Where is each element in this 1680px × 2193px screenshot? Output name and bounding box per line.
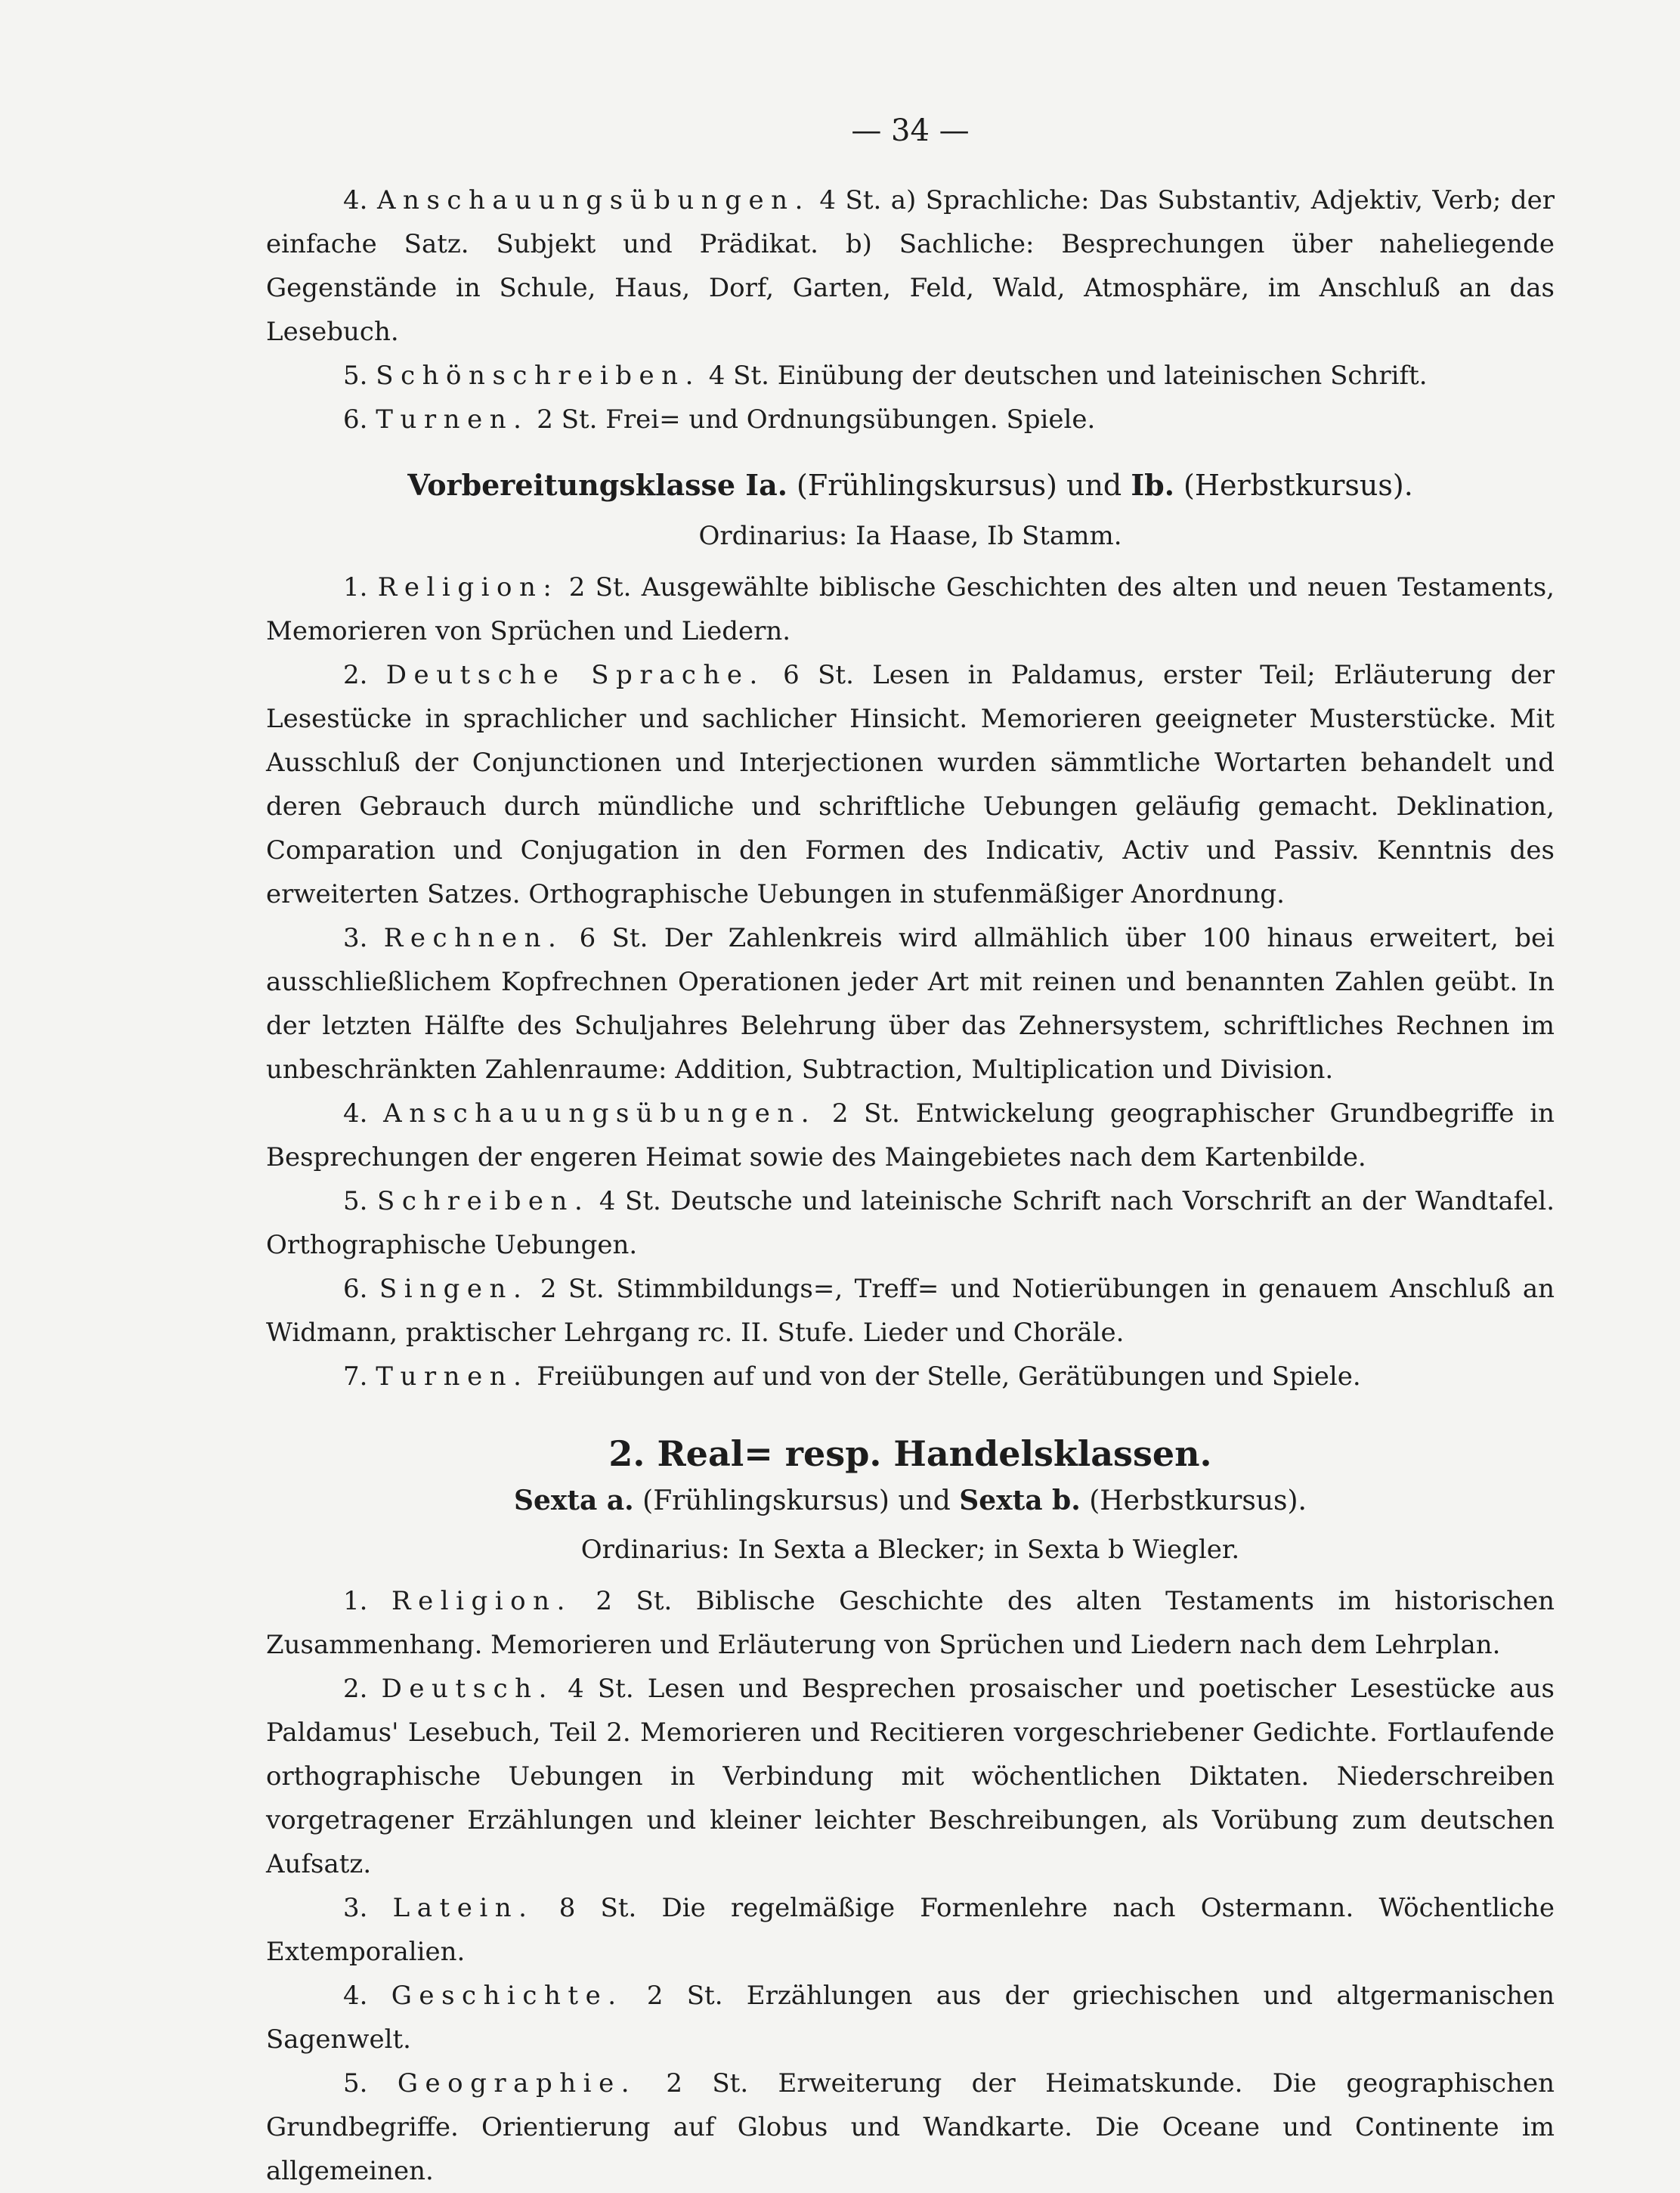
- item-title: Singen.: [379, 1274, 529, 1304]
- curriculum-item: 4. Anschauungsübungen. 2 St. Entwickelung geographischer Grundbegriffe in Besprechungen der engeren Heimat sowie des Maingebietes nach dem Kartenbilde.: [266, 1098, 1555, 1172]
- curriculum-item: 2. Deutsche Sprache. 6 St. Lesen in Paldamus, erster Teil; Erläuterung der Lesestücke in sprachlicher und sachlicher Hinsicht. Memorieren geeigneter Musterstücke. Mit Ausschluß der Conjunctionen und Interjectionen wurden sämmtliche Wortarten behandelt und deren Gebrauch durch mündliche und schriftliche Uebungen geläufig gemacht. Deklination, Comparation und Conjugation in den Formen des Indicativ, Activ und Passiv. Kenntnis des erweiterten Satzes. Orthographische Uebungen in stufenmäßiger Anordnung.: [266, 660, 1555, 909]
- item-text: 2 St. Stimmbildungs=, Treff= und Notierübungen in genauem Anschluß an Widmann, praktischer Lehrgang rc. II. Stufe. Lieder und Choräle.: [266, 1274, 1555, 1348]
- item-title: Religion:: [377, 572, 559, 602]
- vorbereitungsklasse-items: [266, 565, 1555, 1399]
- item-title: Latein.: [392, 1893, 534, 1923]
- page-content: [266, 113, 1555, 2193]
- item-text: 6 St. Lesen in Paldamus, erster Teil; Erläuterung der Lesestücke in sprachlicher und sachlicher Hinsicht. Memorieren geeigneter Musterstücke. Mit Ausschluß der Conjunctionen und Interjectionen wurden sämmtliche Wortarten behandelt und deren Gebrauch durch mündliche und schriftliche Uebungen geläufig gemacht. Deklination, Comparation und Conjugation in den Formen des Indicativ, Activ und Passiv. Kenntnis des erweiterten Satzes. Orthographische Uebungen in stufenmäßiger Anordnung.: [266, 660, 1555, 909]
- item-title: Turnen.: [376, 404, 529, 435]
- curriculum-item: 5. Geographie. 2 St. Erweiterung der Heimatskunde. Die geographischen Grundbegriffe. Orientierung auf Globus und Wandkarte. Die Oceane und Continente im allgemeinen.: [266, 2068, 1555, 2186]
- item-title: Geographie.: [397, 2068, 637, 2099]
- curriculum-item: 3. Rechnen. 6 St. Der Zahlenkreis wird allmählich über 100 hinaus erweitert, bei ausschließlichem Kopfrechnen Operationen jeder Art mit reinen und benannten Zahlen geübt. In der letzten Hälfte des Schuljahres Belehrung über das Zehnersystem, schriftliches Rechnen im unbeschränkten Zahlenraume: Addition, Subtraction, Multiplication und Division.: [266, 923, 1555, 1085]
- intro-item: 6. Turnen. 2 St. Frei= und Ordnungsübungen. Spiele.: [343, 404, 1096, 435]
- curriculum-item: 1. Religion. 2 St. Biblische Geschichte des alten Testaments im historischen Zusammenhang. Memorieren und Erläuterung von Sprüchen und Liedern nach dem Lehrplan.: [266, 1586, 1555, 1660]
- item-title: Anschauungsübungen.: [383, 1098, 817, 1129]
- item-title: Turnen.: [376, 1361, 529, 1392]
- item-title: Religion.: [391, 1586, 572, 1616]
- item-text: 2 St. Entwickelung geographischer Grundbegriffe in Besprechungen der engeren Heimat sowie des Maingebietes nach dem Kartenbilde.: [266, 1098, 1555, 1172]
- item-text: 8 St. Die regelmäßige Formenlehre nach Ostermann. Wöchentliche Extemporalien.: [266, 1893, 1555, 1967]
- page-number: — 34 —: [851, 113, 970, 148]
- item-text: 2 St. Biblische Geschichte des alten Testaments im historischen Zusammenhang. Memorieren und Erläuterung von Sprüchen und Liedern nach dem Lehrplan.: [266, 1586, 1555, 1660]
- item-text: 4 St. Lesen und Besprechen prosaischer und poetischer Lesestücke aus Paldamus' Lesebuch, Teil 2. Memorieren und Recitieren vorgeschriebener Gedichte. Fortlaufende orthographische Uebungen in Verbindung mit wöchentlichen Diktaten. Niederschreiben vorgetragener Erzählungen und kleiner leichter Beschreibungen, als Vorübung zum deutschen Aufsatz.: [266, 1674, 1555, 1879]
- section-title: 2. Real= resp. Handelsklassen.: [608, 1433, 1212, 1474]
- item-text: 2 St. Erzählungen aus der griechischen und altgermanischen Sagenwelt.: [266, 1981, 1555, 2055]
- curriculum-item: 3. Latein. 8 St. Die regelmäßige Formenlehre nach Ostermann. Wöchentliche Extemporalien.: [266, 1893, 1555, 1967]
- sexta-heading: Sexta a. (Frühlingskursus) und Sexta b. (Herbstkursus).: [513, 1485, 1307, 1516]
- intro-item: 5. Schönschreiben. 4 St. Einübung der deutschen und lateinischen Schrift.: [343, 361, 1428, 391]
- item-text: 2 St. Frei= und Ordnungsübungen. Spiele.: [537, 404, 1096, 435]
- vorbereitungsklasse-ordinarius: Ordinarius: Ia Haase, Ib Stamm.: [698, 521, 1122, 551]
- vorbereitungsklasse-heading: Vorbereitungsklasse Ia. (Frühlingskursus) und Ib. (Herbstkursus).: [407, 468, 1413, 502]
- curriculum-item: 6. Singen. 2 St. Stimmbildungs=, Treff= und Notierübungen in genauem Anschluß an Widmann, praktischer Lehrgang rc. II. Stufe. Lieder und Choräle.: [266, 1274, 1555, 1348]
- item-text: 6 St. Der Zahlenkreis wird allmählich über 100 hinaus erweitert, bei ausschließlichem Kopfrechnen Operationen jeder Art mit reinen und benannten Zahlen geübt. In der letzten Hälfte des Schuljahres Belehrung über das Zehnersystem, schriftliches Rechnen im unbeschränkten Zahlenraume: Addition, Subtraction, Multiplication und Division.: [266, 923, 1555, 1085]
- item-text: 2 St. Erweiterung der Heimatskunde. Die geographischen Grundbegriffe. Orientierung auf Globus und Wandkarte. Die Oceane und Continente im allgemeinen.: [266, 2068, 1555, 2186]
- intro-section: [266, 178, 1555, 441]
- item-title: Schönschreiben.: [376, 361, 701, 391]
- item-title: Schreiben.: [377, 1186, 590, 1216]
- item-title: Geschichte.: [391, 1981, 623, 2011]
- item-text: 4 St. Deutsche und lateinische Schrift nach Vorschrift an der Wandtafel. Orthographische Uebungen.: [266, 1186, 1555, 1260]
- item-title: Deutsche Sprache.: [385, 660, 765, 690]
- item-title: Rechnen.: [383, 923, 564, 953]
- item-text: Freiübungen auf und von der Stelle, Gerätübungen und Spiele.: [537, 1361, 1361, 1392]
- sexta-ordinarius: Ordinarius: In Sexta a Blecker; in Sexta b Wiegler.: [580, 1535, 1240, 1565]
- item-text: 2 St. Ausgewählte biblische Geschichten des alten und neuen Testaments, Memorieren von Sprüchen und Liedern.: [266, 572, 1555, 646]
- curriculum-item: 1. Religion: 2 St. Ausgewählte biblische Geschichten des alten und neuen Testaments, Memorieren von Sprüchen und Liedern.: [266, 572, 1555, 646]
- item-title: Deutsch.: [381, 1674, 554, 1704]
- item-text: 4 St. a) Sprachliche: Das Substantiv, Adjektiv, Verb; der einfache Satz. Subjekt und Prädikat. b) Sachliche: Besprechungen über naheliegende Gegenstände in Schule, Haus, Dorf, Garten, Feld, Wald, Atmosphäre, im Anschluß an das Lesebuch.: [266, 185, 1555, 347]
- item-text: 4 St. Einübung der deutschen und lateinischen Schrift.: [708, 361, 1428, 391]
- intro-item: 4. Anschauungsübungen. 4 St. a) Sprachliche: Das Substantiv, Adjektiv, Verb; der einfache Satz. Subjekt und Prädikat. b) Sachliche: Besprechungen über naheliegende Gegenstände in Schule, Haus, Dorf, Garten, Feld, Wald, Atmosphäre, im Anschluß an das Lesebuch.: [266, 185, 1555, 347]
- curriculum-item: 7. Turnen. Freiübungen auf und von der Stelle, Gerätübungen und Spiele.: [343, 1361, 1361, 1392]
- curriculum-item: 5. Schreiben. 4 St. Deutsche und lateinische Schrift nach Vorschrift an der Wandtafel. Orthographische Uebungen.: [266, 1186, 1555, 1260]
- sexta-items: [266, 1579, 1555, 2193]
- curriculum-item: 4. Geschichte. 2 St. Erzählungen aus der griechischen und altgermanischen Sagenwelt.: [266, 1981, 1555, 2055]
- item-title: Anschauungsübungen.: [376, 185, 810, 215]
- curriculum-item: 2. Deutsch. 4 St. Lesen und Besprechen prosaischer und poetischer Lesestücke aus Paldamus' Lesebuch, Teil 2. Memorieren und Recitieren vorgeschriebener Gedichte. Fortlaufende orthographische Uebungen in Verbindung mit wöchentlichen Diktaten. Niederschreiben vorgetragener Erzählungen und kleiner leichter Beschreibungen, als Vorübung zum deutschen Aufsatz.: [266, 1674, 1555, 1879]
